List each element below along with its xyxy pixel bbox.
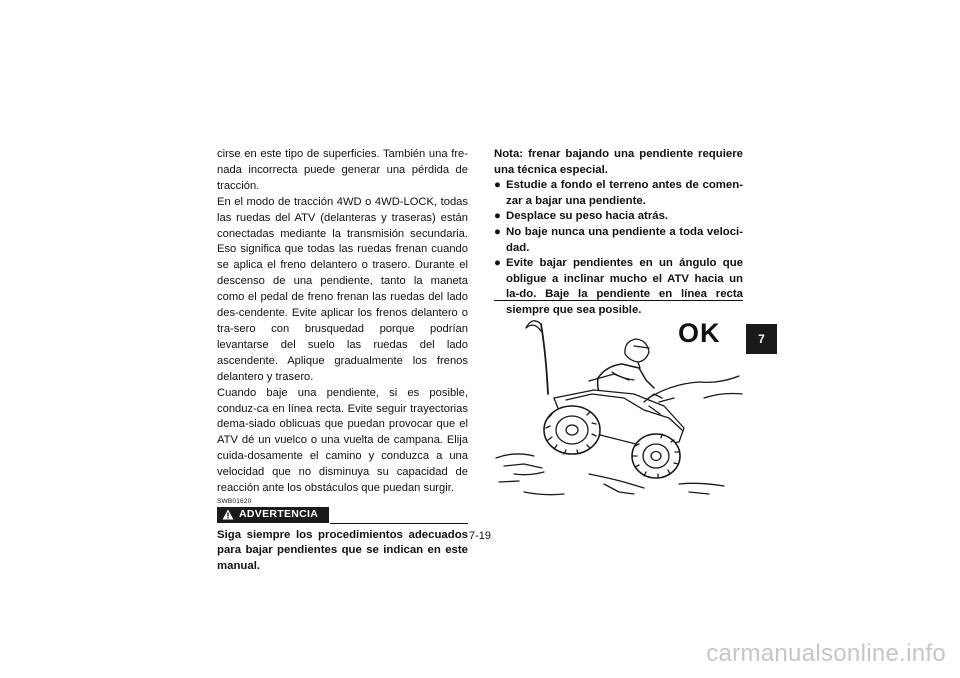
list-item: ● Evite bajar pendientes en un ángulo que obligue a inclinar mucho el ATV hacia un la-do. Baje la pendiente en línea recta siempre que sea posible. — [494, 257, 743, 316]
warning-text: Siga siempre los procedimientos adecuados para bajar pendientes que se indican en este manual. — [217, 528, 468, 572]
bullet-icon: ● — [494, 179, 501, 192]
warning-label: ADVERTENCIA — [239, 507, 319, 520]
bullet-icon: ● — [494, 225, 501, 238]
paragraph-traction: cirse en este tipo de superficies. También una fre-nada incorrecta puede generar una pérdida de tracción. — [217, 148, 468, 192]
bullet-icon: ● — [494, 257, 501, 270]
warning-triangle-icon — [222, 509, 234, 520]
paragraph-descent: Cuando baje una pendiente, si es posible, conduz-ca en línea recta. Evite seguir trayectorias dema-siado oblicuas que puedan provocar que el ATV dé un vuelco o una vuelta de campana. Elija cuida-dosamente el camino y conduzca a una velocidad que no disminuya su capacidad de reacción ante los obstáculos que puedan surgir. — [217, 386, 468, 495]
tips-list — [494, 178, 743, 318]
watermark: carmanualsonline.info — [706, 640, 946, 667]
list-item: ● Estudie a fondo el terreno antes de comen-zar a bajar una pendiente. — [494, 179, 743, 207]
warning-divider — [330, 523, 468, 524]
warning-header — [217, 506, 468, 528]
page-number: 7-19 — [468, 530, 492, 542]
chapter-tab: 7 — [746, 324, 777, 354]
list-item: ● No baje nunca una pendiente a toda veloci-dad. — [494, 225, 743, 254]
section-divider — [494, 300, 743, 301]
right-column — [494, 147, 743, 319]
paragraph-4wd: En el modo de tracción 4WD o 4WD-LOCK, todas las ruedas del ATV (delanteras y traseras) están conectadas mediante la transmisión secundaria. Eso significa que todas las ruedas frenan cuando se aplica el freno delantero o trasero. Durante el descenso de una pendiente, tanto la maneta como el pedal de freno frenan las ruedas del lado des-cendente. Evite aplicar los frenos delantero o tra-sero con brusquedad porque podrían levantarse del suelo las ruedas del lado ascendente. Aplique gradualmente los frenos delantero y trasero. — [217, 195, 468, 383]
warning-badge — [217, 507, 329, 523]
note-text: Nota: frenar bajando una pendiente requiere una técnica especial. — [494, 148, 743, 176]
warning-code: SWB01620 — [217, 497, 252, 505]
bullet-icon: ● — [494, 210, 501, 223]
ok-label: OK — [678, 318, 721, 348]
left-column — [217, 147, 468, 574]
list-item: ● Desplace su peso hacia atrás. — [494, 209, 743, 225]
